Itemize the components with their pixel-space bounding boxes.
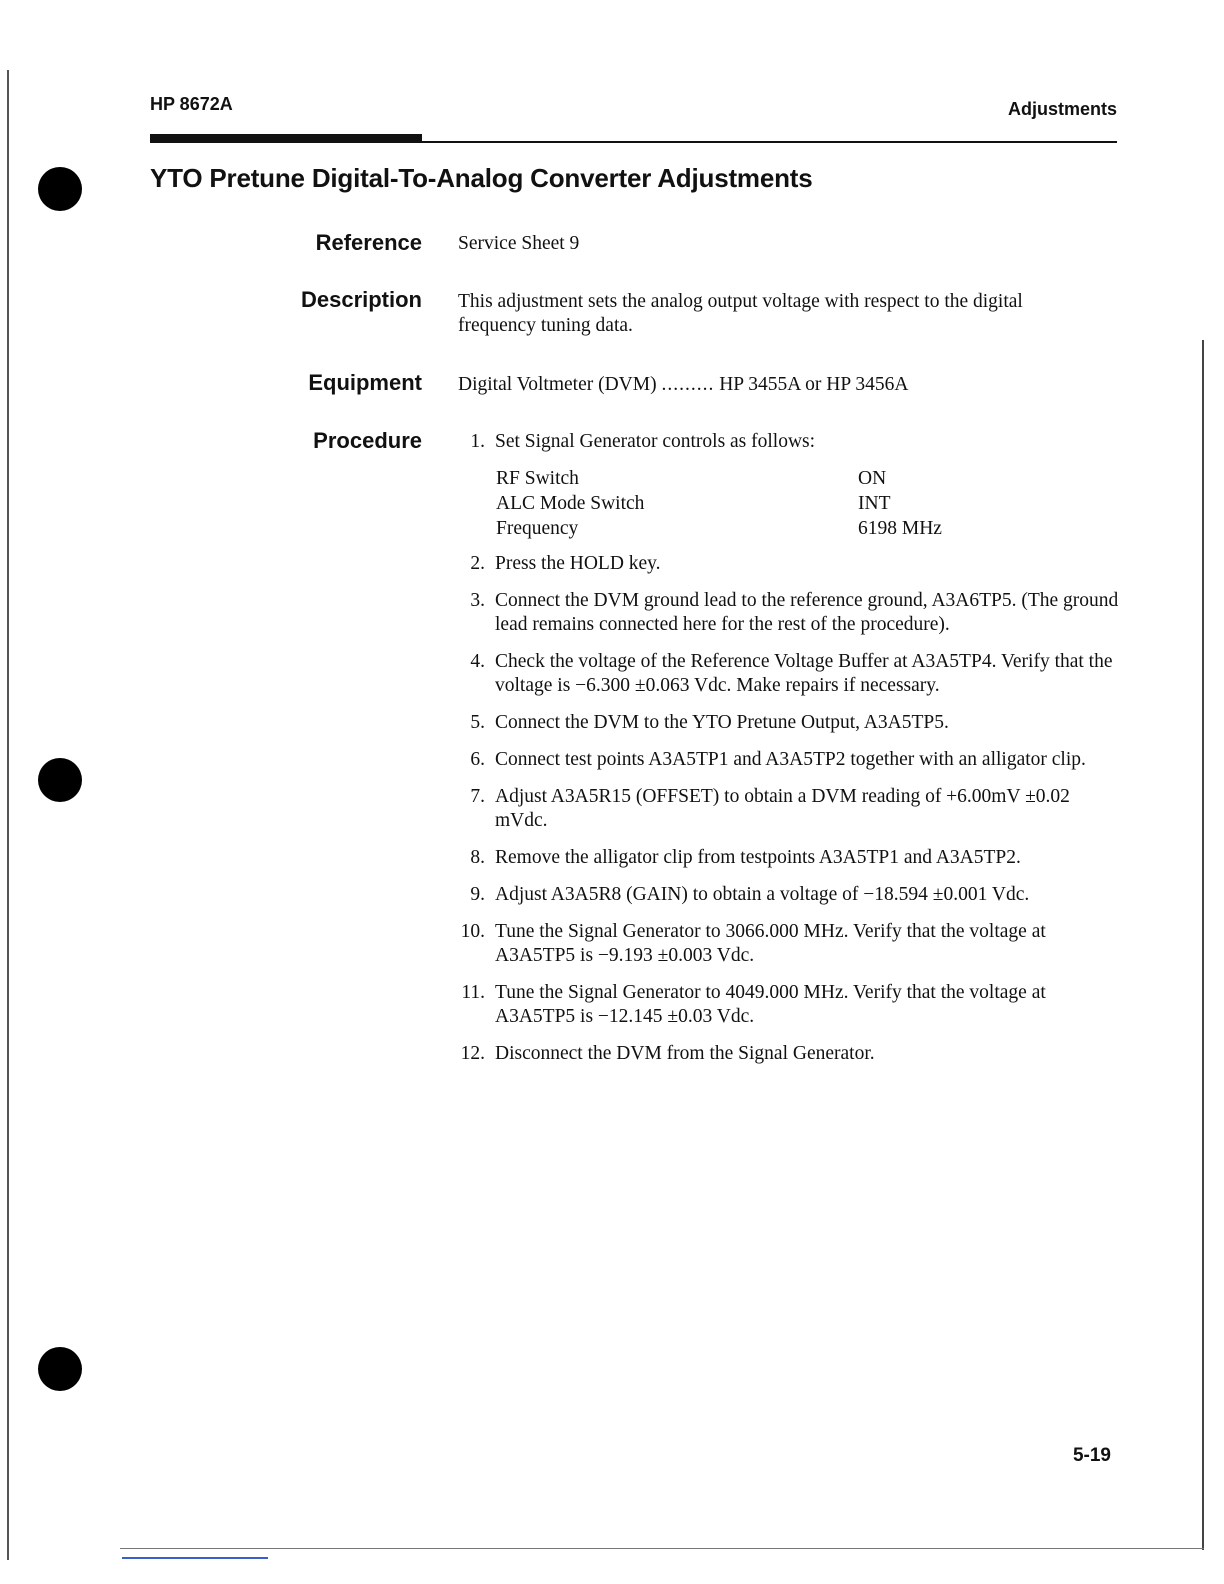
step-number: 7. (470, 786, 485, 807)
step-text: Press the HOLD key. (495, 553, 661, 574)
scan-edge-right (1202, 340, 1204, 1550)
binder-hole-bottom (38, 1347, 82, 1391)
equipment-label: Equipment (308, 370, 422, 395)
procedure-step (446, 748, 1126, 772)
binder-hole-top (38, 167, 82, 211)
header-model: HP 8672A (150, 94, 233, 114)
step-number: 2. (470, 553, 485, 574)
procedure-step (446, 846, 1126, 870)
step-text: Adjust A3A5R8 (GAIN) to obtain a voltage of −18.594 ±0.001 Vdc. (495, 884, 1030, 905)
step-number: 10. (460, 921, 485, 942)
setting-value: 6198 MHz (858, 518, 942, 539)
description-text: This adjustment sets the analog output voltage with respect to the digital frequency tuning data. (458, 291, 1023, 336)
equipment-line (458, 373, 1098, 397)
step-text: Adjust A3A5R15 (OFFSET) to obtain a DVM reading of +6.00mV ±0.02 mVdc. (495, 786, 1070, 831)
setting-name: Frequency (496, 518, 579, 539)
step-number: 1. (470, 431, 485, 452)
procedure-step (446, 1042, 1126, 1066)
step-number: 3. (470, 590, 485, 611)
step-number: 6. (470, 749, 485, 770)
procedure-step (446, 552, 1126, 576)
scan-edge-left (7, 70, 9, 1560)
step-text: Tune the Signal Generator to 3066.000 MHz. Verify that the voltage at A3A5TP5 is −9.193 ±0.003 Vdc. (495, 921, 1046, 966)
procedure-step (446, 883, 1126, 907)
equipment-leader: ......... (661, 374, 715, 395)
step-number: 8. (470, 847, 485, 868)
procedure-label: Procedure (313, 428, 422, 453)
scan-bottom-mark (122, 1557, 268, 1559)
header-rule (150, 141, 1117, 143)
binder-hole-middle (38, 758, 82, 802)
procedure-step-1 (446, 430, 1126, 467)
procedure-steps (446, 552, 1126, 1079)
step-text: Remove the alligator clip from testpoints A3A5TP1 and A3A5TP2. (495, 847, 1021, 868)
step-number: 4. (470, 651, 485, 672)
setting-value: INT (858, 493, 891, 514)
setting-value: ON (858, 468, 887, 489)
step-text: Connect the DVM to the YTO Pretune Output, A3A5TP5. (495, 712, 949, 733)
procedure-step (446, 650, 1126, 698)
procedure-step (446, 589, 1126, 637)
description-label: Description (300, 287, 422, 312)
step-text: Set Signal Generator controls as follows: (495, 431, 816, 452)
settings-row (496, 466, 996, 491)
equipment-model: HP 3455A or HP 3456A (719, 374, 909, 395)
equipment-item: Digital Voltmeter (DVM) (458, 374, 657, 395)
reference-text: Service Sheet 9 (458, 233, 580, 254)
step-number: 12. (460, 1043, 485, 1064)
reference-label: Reference (315, 230, 422, 255)
step-number: 9. (470, 884, 485, 905)
step-text: Tune the Signal Generator to 4049.000 MHz. Verify that the voltage at A3A5TP5 is −12.145 ±0.03 Vdc. (495, 982, 1046, 1027)
header-section: Adjustments (1007, 99, 1117, 119)
settings-row (496, 516, 996, 541)
scan-bottom-rule (120, 1548, 1204, 1549)
step-text: Connect test points A3A5TP1 and A3A5TP2 together with an alligator clip. (495, 749, 1086, 770)
settings-row (496, 491, 996, 516)
procedure-step (446, 711, 1126, 735)
setting-name: ALC Mode Switch (496, 493, 645, 514)
step-text: Connect the DVM ground lead to the reference ground, A3A6TP5. (The ground lead remains connected here for the rest of the procedure). (495, 590, 1119, 635)
step-number: 11. (461, 982, 485, 1003)
procedure-step (446, 920, 1126, 968)
step-text: Check the voltage of the Reference Voltage Buffer at A3A5TP4. Verify that the voltage is −6.300 ±0.063 Vdc. Make repairs if necessary. (495, 651, 1113, 696)
procedure-step (446, 981, 1126, 1029)
procedure-step (446, 785, 1126, 833)
settings-table (496, 466, 996, 541)
page-number: 5-19 (1072, 1445, 1111, 1466)
step-text: Disconnect the DVM from the Signal Generator. (495, 1043, 875, 1064)
page-title: YTO Pretune Digital-To-Analog Converter Adjustments (150, 163, 813, 193)
step-number: 5. (470, 712, 485, 733)
setting-name: RF Switch (496, 468, 579, 489)
